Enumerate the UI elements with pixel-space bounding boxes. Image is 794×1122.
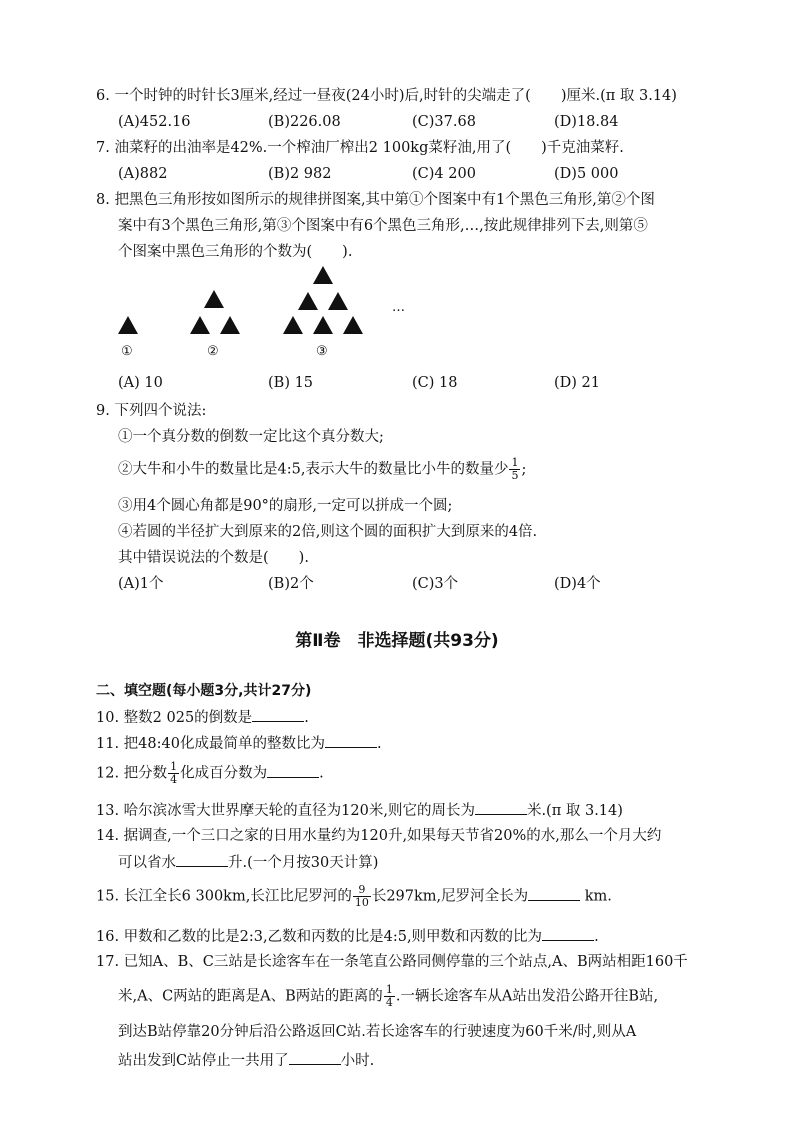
figure-label-2: ② xyxy=(207,344,219,359)
option-c: (C)4 200 xyxy=(412,166,476,182)
black-triangle xyxy=(343,316,363,334)
fraction-one-quarter: $\frac{1}{4}$ xyxy=(385,983,393,1009)
question-6: 6. 一个时钟的时针长3厘米,经过一昼夜(24小时)后,时针的尖端走了( )厘米.(π 取 3.14) xyxy=(96,88,677,104)
option-d: (D)5 000 xyxy=(554,166,619,182)
question-11: 11. 把48:40化成最简单的整数比为 . xyxy=(96,733,382,754)
question-17-line-3: 到达B站停靠20分钟后沿公路返回C站.若长途客车的行驶速度为60千米/时,则从A xyxy=(118,1024,637,1040)
question-12: 12. 把分数 $\frac{1}{4}$ 化成百分数为 . xyxy=(96,760,324,786)
question-17-line-1: 17. 已知A、B、C三站是长途客车在一条笔直公路同侧停靠的三个站点,A、B两站相距160千 xyxy=(96,954,688,970)
question-17-line-4: 站出发到C站停止一共用了 小时. xyxy=(118,1050,374,1071)
question-9-intro: 9. 下列四个说法: xyxy=(96,403,207,419)
option-d: (D)18.84 xyxy=(554,114,619,130)
statement-2: ②大牛和小牛的数量比是4:5,表示大牛的数量比小牛的数量少 $\frac{1}{5}$ ; xyxy=(118,456,527,482)
black-triangle xyxy=(313,316,333,334)
option-a: (A)1个 xyxy=(118,576,164,592)
statement-3: ③用4个圆心角都是90°的扇形,一定可以拼成一个圆; xyxy=(118,498,453,514)
black-triangle xyxy=(283,316,303,334)
answer-blank xyxy=(252,707,304,722)
option-c: (C) 18 xyxy=(412,375,458,391)
black-triangle xyxy=(328,292,348,310)
question-14-line-1: 14. 据调查,一个三口之家的日用水量约为120升,如果每天节省20%的水,那么一个月大约 xyxy=(96,828,662,844)
question-10: 10. 整数2 025的倒数是 . xyxy=(96,707,309,728)
statement-1: ①一个真分数的倒数一定比这个真分数大; xyxy=(118,429,384,445)
question-17-line-2: 米,A、C两站的距离是A、B两站的距离的 $\frac{1}{4}$ .一辆长途客车从A站出发沿公路开往B站, xyxy=(118,983,659,1009)
question-8-line-1: 8. 把黑色三角形按如图所示的规律拼图案,其中第①个图案中有1个黑色三角形,第②个图 xyxy=(96,192,655,208)
option-c: (C)3个 xyxy=(412,576,459,592)
question-13: 13. 哈尔滨冰雪大世界摩天轮的直径为120米,则它的周长为 米.(π 取 3.14) xyxy=(96,800,623,821)
black-triangle xyxy=(298,292,318,310)
fraction-one-fifth: $\frac{1}{5}$ xyxy=(511,456,519,482)
fraction-nine-tenths: $\frac{9}{10}$ xyxy=(354,883,369,909)
black-triangle xyxy=(313,266,333,284)
option-a: (A)452.16 xyxy=(118,114,191,130)
answer-blank xyxy=(475,800,527,815)
answer-blank xyxy=(542,926,594,941)
triangle-figure-svg xyxy=(110,264,410,344)
option-a: (A)882 xyxy=(118,166,168,182)
answer-blank xyxy=(289,1050,341,1065)
question-6-options xyxy=(118,112,678,132)
figure-label-1: ① xyxy=(121,344,133,359)
question-7-options xyxy=(118,164,678,184)
section-title: 第Ⅱ卷 非选择题(共93分) xyxy=(295,631,499,651)
part-2-heading: 二、填空题(每小题3分,共计27分) xyxy=(96,683,312,699)
question-8-options xyxy=(118,373,678,393)
option-d: (D)4个 xyxy=(554,576,601,592)
statement-4: ④若圆的半径扩大到原来的2倍,则这个圆的面积扩大到原来的4倍. xyxy=(118,524,538,540)
triangle-pattern-figure xyxy=(110,264,410,364)
option-b: (B)226.08 xyxy=(268,114,341,130)
figure-label-3: ③ xyxy=(316,344,328,359)
answer-blank xyxy=(176,852,228,867)
black-triangle xyxy=(118,316,138,334)
option-b: (B)2个 xyxy=(268,576,314,592)
option-b: (B) 15 xyxy=(268,375,314,391)
option-b: (B)2 982 xyxy=(268,166,332,182)
question-9-options xyxy=(118,574,678,594)
answer-blank xyxy=(528,886,580,901)
fraction-one-quarter: $\frac{1}{4}$ xyxy=(170,760,178,786)
answer-blank xyxy=(325,733,377,748)
option-c: (C)37.68 xyxy=(412,114,476,130)
option-d: (D) 21 xyxy=(554,375,600,391)
question-8-line-3: 个图案中黑色三角形的个数为( ). xyxy=(118,244,353,260)
question-14-line-2: 可以省水 升.(一个月按30天计算) xyxy=(118,852,378,873)
option-a: (A) 10 xyxy=(118,375,163,391)
black-triangle xyxy=(190,316,210,334)
answer-blank xyxy=(267,763,319,778)
question-15: 15. 长江全长6 300km,长江比尼罗河的 $\frac{9}{10}$ 长297km,尼罗河全长为 km. xyxy=(96,883,612,909)
black-triangle xyxy=(220,316,240,334)
figure-ellipsis: … xyxy=(392,300,405,315)
question-7: 7. 油菜籽的出油率是42%.一个榨油厂榨出2 100kg菜籽油,用了( )千克油菜籽. xyxy=(96,140,624,156)
question-16: 16. 甲数和乙数的比是2:3,乙数和丙数的比是4:5,则甲数和丙数的比为 . xyxy=(96,926,599,947)
question-9-ask: 其中错误说法的个数是( ). xyxy=(118,550,309,566)
question-8-line-2: 案中有3个黑色三角形,第③个图案中有6个黑色三角形,…,按此规律排列下去,则第⑤ xyxy=(118,218,648,234)
black-triangle xyxy=(204,290,224,308)
